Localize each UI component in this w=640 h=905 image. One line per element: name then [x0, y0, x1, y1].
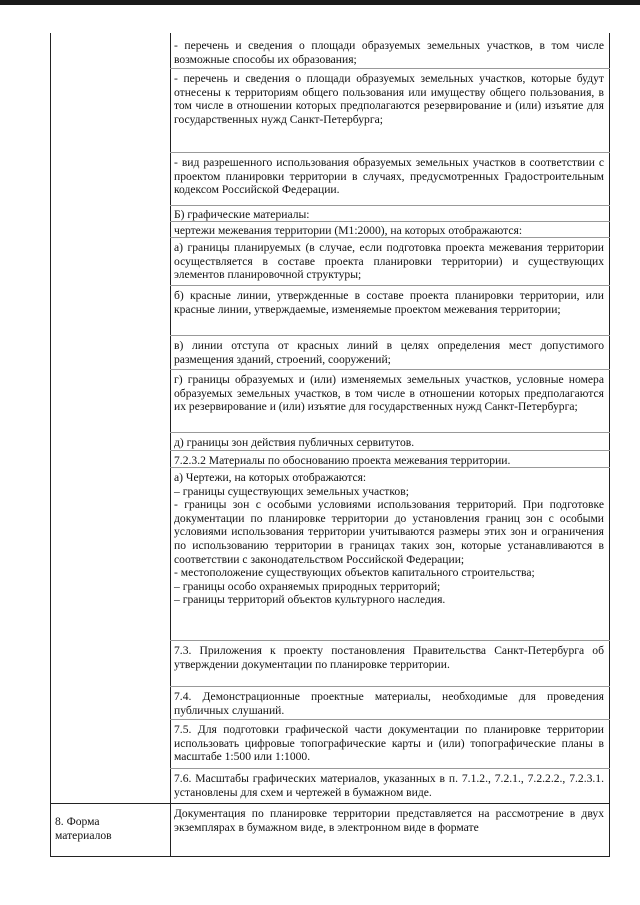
paragraph-list-item: г) границы образуемых и (или) изменяемых земельных участков, условные номера образуемых земельных участков, в том числе в отношении которых предполагаются их резервирование и (или) изъятие для государственных нужд Санкт-Петербурга; — [174, 373, 604, 414]
block-separator — [170, 369, 610, 370]
paragraph-list-block: а) Чертежи, на которых отображаются: – границы существующих земельных участков; - границы зон с особыми условиями использования территорий. При подготовке документации по планировке территории до установления границ зон с особыми условиями использования территории учитываются размеры этих зон и ограничения по использованию территории в границах таких зон, которые устанавливаются в соответствии с законодательством Российской Федерации; - местоположение существующих объектов капитального строительства; – границы особо охраняемых природных территорий; – границы территорий объектов культурного наследия. — [174, 471, 604, 607]
block-separator — [170, 285, 610, 286]
table-border-right — [609, 33, 610, 856]
section-label-line-1: 8. Форма — [55, 815, 100, 828]
paragraph: Документация по планировке территории представляется на рассмотрение в двух экземплярах в бумажном виде, в электронном виде в формате — [174, 807, 604, 834]
paragraph-heading: Б) графические материалы: — [174, 208, 310, 221]
block-separator — [170, 686, 610, 687]
table-border-bottom — [50, 856, 610, 857]
block-separator — [170, 719, 610, 720]
paragraph: чертежи межевания территории (М1:2000), на которых отображаются: — [174, 224, 523, 237]
table-border-left — [50, 33, 51, 856]
paragraph-heading: 7.2.3.2 Материалы по обоснованию проекта межевания территории. — [174, 454, 511, 467]
paragraph: 7.3. Приложения к проекту постановления Правительства Санкт-Петербурга об утверждении документации по планировке территории. — [174, 644, 604, 671]
block-separator — [170, 450, 610, 451]
table-column-divider — [170, 33, 171, 856]
block-separator — [170, 432, 610, 433]
block-separator — [170, 68, 610, 69]
paragraph: 7.6. Масштабы графических материалов, указанных в п. 7.1.2., 7.2.1., 7.2.2.2., 7.2.3.1. установлены для схем и чертежей в бумажном виде. — [174, 772, 604, 799]
paragraph-list-item: - вид разрешенного использования образуемых земельных участков в соответствии с проектом планировки территории в случаях, предусмотренных Градостроительным кодексом Российской Федерации. — [174, 156, 604, 197]
paragraph-list-item: б) красные линии, утвержденные в составе проекта планировки территории, или красные линии, утверждаемые, изменяемые проектом межевания территории; — [174, 289, 604, 316]
paragraph-list-item: д) границы зон действия публичных сервитутов. — [174, 436, 415, 449]
paragraph-list-item: - перечень и сведения о площади образуемых земельных участков, в том числе возможные способы их образования; — [174, 39, 604, 66]
block-separator — [170, 768, 610, 769]
block-separator — [170, 152, 610, 153]
block-separator — [170, 335, 610, 336]
section-label-line-2: материалов — [55, 829, 112, 842]
paragraph-list-item: в) линии отступа от красных линий в целях определения мест допустимого размещения зданий, строений, сооружений; — [174, 339, 604, 366]
page-top-edge — [0, 0, 640, 5]
paragraph: 7.5. Для подготовки графической части документации по планировке территории использовать цифровые топографические карты и (или) топографические планы в масштабе 1:500 или 1:1000. — [174, 723, 604, 764]
paragraph-list-item: а) границы планируемых (в случае, если подготовка проекта межевания территории осуществляется в составе проекта планировки территории) и существующих элементов планировочной структуры; — [174, 241, 604, 282]
block-separator — [170, 640, 610, 641]
block-separator — [170, 205, 610, 206]
table-row-divider — [50, 803, 610, 804]
paragraph: 7.4. Демонстрационные проектные материалы, необходимые для проведения публичных слушаний. — [174, 690, 604, 717]
paragraph-list-item: - перечень и сведения о площади образуемых земельных участков, которые будут отнесены к территориям общего пользования или имуществу общего пользования, в том числе в отношении которых предполагаются резервирование и (или) изъятие для государственных нужд Санкт-Петербурга; — [174, 72, 604, 126]
